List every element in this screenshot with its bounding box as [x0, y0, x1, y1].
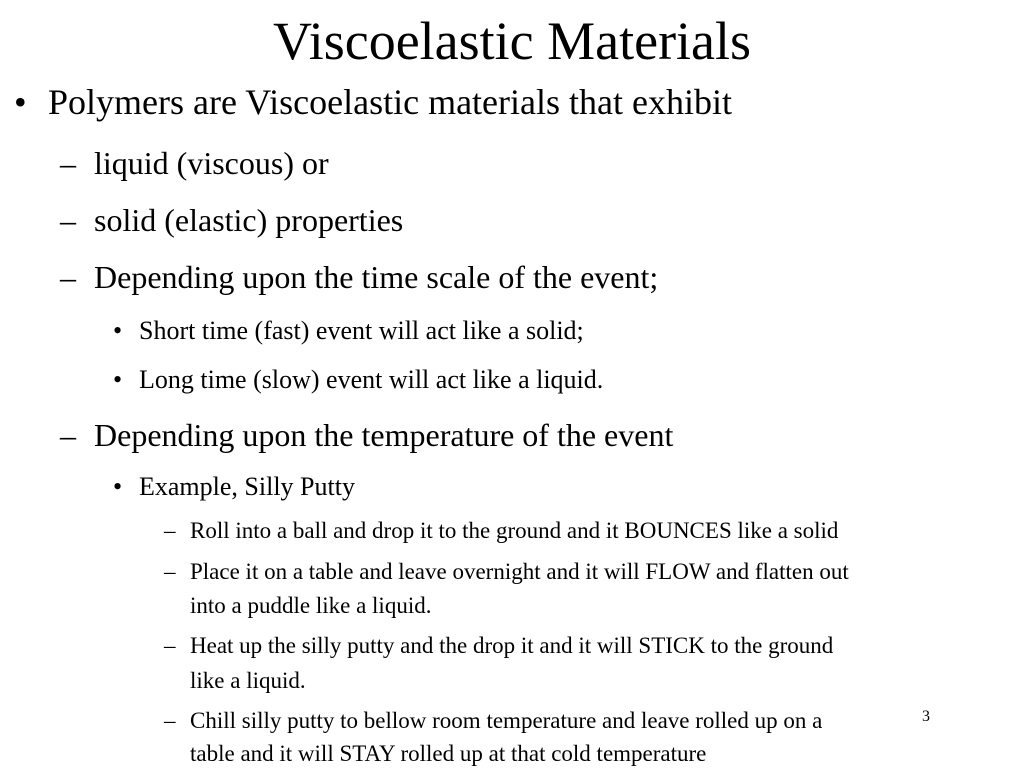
sub-sub-bullet-short-time: Short time (fast) event will act like a solid;	[139, 316, 584, 345]
bullet-marker: •	[14, 82, 27, 122]
sub-bullet-time-scale: Depending upon the time scale of the event;	[94, 259, 659, 295]
dash-marker: –	[164, 518, 176, 543]
dash-marker: –	[164, 559, 176, 584]
level4-item-bounces: Roll into a ball and drop it to the ground and it BOUNCES like a solid	[190, 518, 839, 543]
level4-item-stick-line2: like a liquid.	[190, 668, 306, 693]
level4-item-flow-line1: Place it on a table and leave overnight and it will FLOW and flatten out	[190, 559, 849, 584]
level4-item-stay-line1: Chill silly putty to bellow room temperature and leave rolled up on a	[190, 708, 823, 733]
bullet-marker: •	[113, 316, 123, 345]
level4-item-stay-line2: table and it will STAY rolled up at that cold temperature	[190, 741, 707, 766]
dash-marker: –	[164, 633, 176, 658]
sub-sub-bullet-example: Example, Silly Putty	[139, 472, 355, 501]
level4-item-stick-line1: Heat up the silly putty and the drop it and it will STICK to the ground	[190, 633, 834, 658]
sub-sub-bullet-long-time: Long time (slow) event will act like a liquid.	[139, 365, 604, 394]
sub-bullet-temperature: Depending upon the temperature of the event	[94, 417, 674, 453]
sub-bullet-solid: solid (elastic) properties	[94, 202, 404, 238]
dash-marker: –	[164, 708, 176, 733]
bullet-marker: •	[113, 365, 123, 394]
dash-marker: –	[60, 259, 76, 295]
sub-bullet-liquid: liquid (viscous) or	[94, 145, 329, 181]
level4-item-flow-line2: into a puddle like a liquid.	[190, 593, 432, 618]
page-number: 3	[922, 708, 930, 725]
bullet-marker: •	[113, 472, 123, 501]
dash-marker: –	[60, 145, 76, 181]
dash-marker: –	[60, 202, 76, 238]
dash-marker: –	[60, 417, 76, 453]
main-bullet-text: Polymers are Viscoelastic materials that exhibit	[48, 82, 732, 122]
slide-title: Viscoelastic Materials	[272, 11, 752, 71]
